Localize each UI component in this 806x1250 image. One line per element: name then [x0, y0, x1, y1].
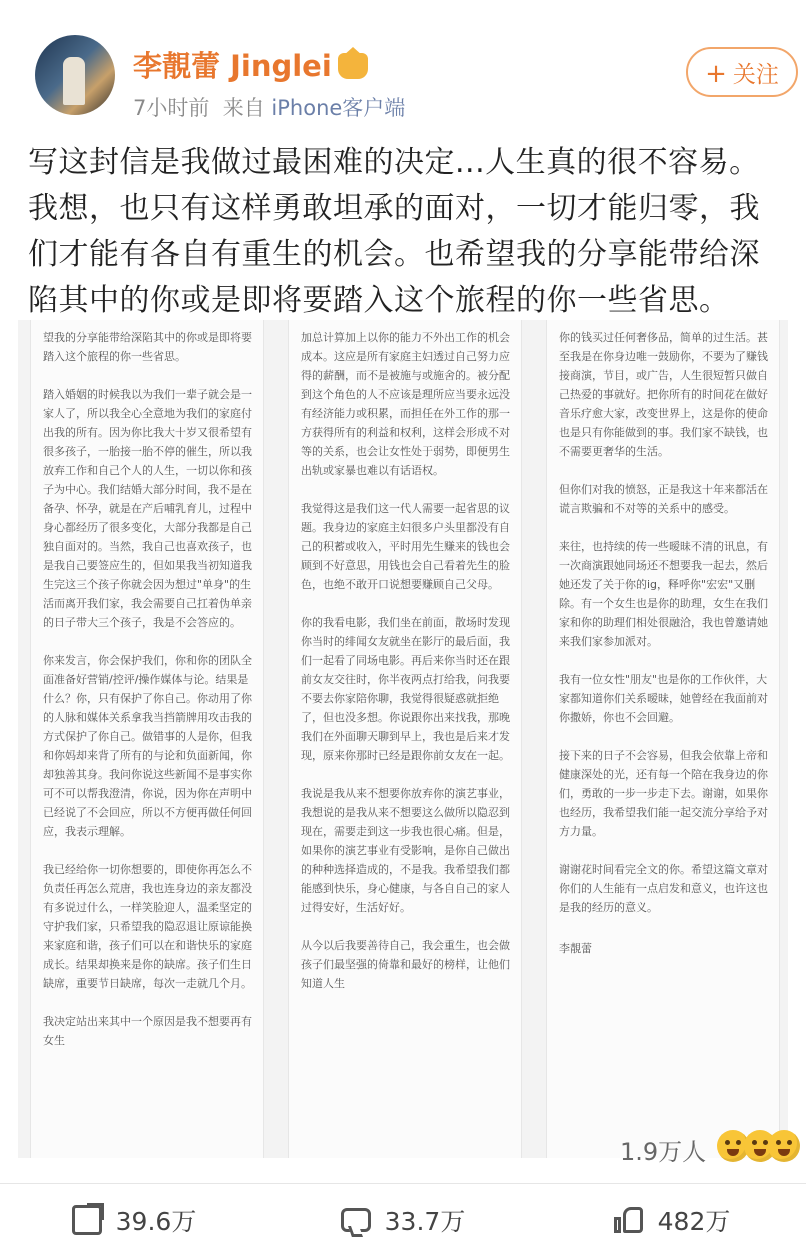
like-button[interactable]	[538, 1190, 806, 1250]
post-text: 写这封信是我做过最困难的决定...人生真的很不容易。我想，也只有这样勇敢坦承的面对，一切才能归零，我们才能有各自有重生的机会。也希望我的分享能带给深陷其中的你或是即将要踏入这个旅程的你一些省思。	[28, 145, 760, 318]
letter-column-2	[288, 320, 522, 1158]
follow-button[interactable]	[686, 47, 798, 97]
share-count: 39.6万	[115, 1207, 197, 1236]
letter-column-1-text: 望我的分享能带给深陷其中的你或是即将要踏入这个旅程的你一些省思。 踏入婚姻的时候我以为我们一辈子就会是一家人了，所以我全心全意地为我们的家庭付出我的所有。因为你比我大十岁又很希望有很多孩子，一胎接一胎不停的催生，所以我放弃工作和自己个人的人生，一切以你和孩子为中心。我们结婚大部分时间，我不是在备孕、怀孕，就是在产后哺乳育儿，过程中身心都经历了很多变化，大部分我都是自己独自面对的。当然，我自己也喜欢孩子，也是我自己要签应生的，但如果我当初知道我生完这三个孩子你就会因为想过"单身"的生活而离开我们家，我会需要自己扛着伪单亲的日子带大三个孩子，我是不会答应的。 你来发言，你会保护我们，你和你的团队全面准备好营销/控评/操作媒体与论。结果是什么？你，只有保护了你自己。你动用了你的人脉和媒体关系拿我当挡箭牌用攻击我的方式保护了你自己。做错事的人是你，但我和你妈却来背了所有的与论和负面新闻，你却独善其身。我问你说这些新闻不是事实你可不可以帮我澄清，你说，因为你在声明中已经说了不会回应，所以不方便再做任何回应，我表示理解。 我已经给你一切你想要的，即使你再怎么不负责任再怎么荒唐，我也连身边的亲友都没有多说过什么，一样笑脸迎人，温柔坚定的守护我们家，只希望我的隐忍退让原谅能换来家庭和谐，孩子们可以在和谐快乐的家庭成长。结果却换来是你的缺席。孩子们生日缺席，重要节日缺席，每次一走就几个月。 我决定站出来其中一个原因是我不想要再有女生	[43, 331, 252, 1047]
share-icon	[72, 1205, 102, 1235]
like-count: 482万	[657, 1207, 731, 1236]
letter-signature: 李靚蕾	[559, 942, 592, 955]
post-meta	[133, 92, 405, 122]
like-icon	[614, 1205, 644, 1235]
comment-icon	[341, 1208, 371, 1232]
letter-column-3	[546, 320, 780, 1158]
divider	[0, 1183, 806, 1184]
view-count: 1.9万人	[620, 1138, 707, 1166]
grin-emoji-icon	[768, 1130, 800, 1162]
username-text[interactable]: 李靚蕾 Jinglei	[133, 49, 332, 83]
letter-column-1	[30, 320, 264, 1158]
post-header	[0, 0, 806, 135]
plus-icon: +	[705, 59, 727, 89]
source-prefix: 来自	[222, 96, 265, 120]
post-time: 7小时前	[133, 96, 210, 120]
crown-icon	[338, 53, 368, 79]
letter-column-3-text: 你的钱买过任何奢侈品，简单的过生活。甚至我是在你身边唯一鼓励你，不要为了赚钱接商演，节目，或广告，人生很短暂只做自己热爱的事就好。把你所有的时间花在做好音乐疗愈大家，改变世界上，这是你的使命也是只有你能做到的事。我们家不缺钱，也不需要更奢华的生活。 但你们对我的愤怒，正是我这十年来都活在谎言欺骗和不对等的关系中的感受。 来往，也持续的传一些暧昧不清的讯息，有一次商演跟她同场还不想要我一起去，然后她还发了关于你的ig，释呼你"宏宏"又删除。有一个女生也是你的助理，女生在我们家和你的助理们相处很融洽，我也曾邀请她来我们家参加派对。 我有一位女性"朋友"也是你的工作伙伴，大家都知道你们关系暧昧，她曾经在我面前对你撒娇，你也不会回避。 接下来的日子不会容易，但我会依靠上帝和健康深处的光，还有每一个陪在我身边的你们，勇敢的一步一步走下去。谢谢，如果你也经历，我希望我们能一起交流分享给予对方力量。 谢谢花时间看完全文的你。希望这篇文章对你们的人生能有一点启发和意义，也许这也是我的经历的意义。	[559, 331, 768, 914]
avatar[interactable]	[35, 35, 115, 115]
follow-label: 关注	[732, 62, 779, 88]
comment-count: 33.7万	[384, 1207, 466, 1236]
letter-column-2-text: 加总计算加上以你的能力不外出工作的机会成本。这应是所有家庭主妇透过自己努力应得的薪酬，而不是被施与或施舍的。被分配到这个角色的人不应该是理所应当要永远没有经济能力或积累，而担任在外工作的那一方获得所有的利益和权利，这样会形成不对等的关系，也会让女性处于弱势，即便男生出轨或家暴也难以有话语权。 我觉得这是我们这一代人需要一起省思的议题。我身边的家庭主妇很多户头里都没有自己的积蓄或收入，平时用先生赚来的钱也会顾到不好意思，用钱也会自己看着先生的脸色，也绝不敢开口说想要赚顾自己父母。 你的我看电影，我们坐在前面，散场时发现你当时的绯闻女友就坐在影厅的最后面，我们一起看了同场电影。再后来你当时还在跟前女友交往时，你半夜两点打给我，问我要不要去你家陪你聊，我觉得很疑惑就拒绝了，但也没多想。你说跟你出来找我，那晚我们在外面聊天聊到早上，我也是后来才发现，原来你那时已经是跟你前女友在一起。 我说是我从来不想要你放弃你的演艺事业，我想说的是我从来不想要这么做所以隐忍到现在，需要走到这一步我也很心痛。但是，如果你的演艺事业有受影响，是你自己做出的种种选择造成的，不是我。我希望我们都能感到快乐，身心健康，与各自自己的家人过得安好，生活好好。 从今以后我要善待自己，我会重生，也会做孩子们最坚强的倚靠和最好的榜样，让他们知道人生	[301, 331, 510, 990]
source-link[interactable]: iPhone客户端	[271, 96, 406, 120]
comment-button[interactable]	[269, 1190, 537, 1250]
share-button[interactable]	[0, 1190, 268, 1250]
username[interactable]	[133, 44, 368, 85]
